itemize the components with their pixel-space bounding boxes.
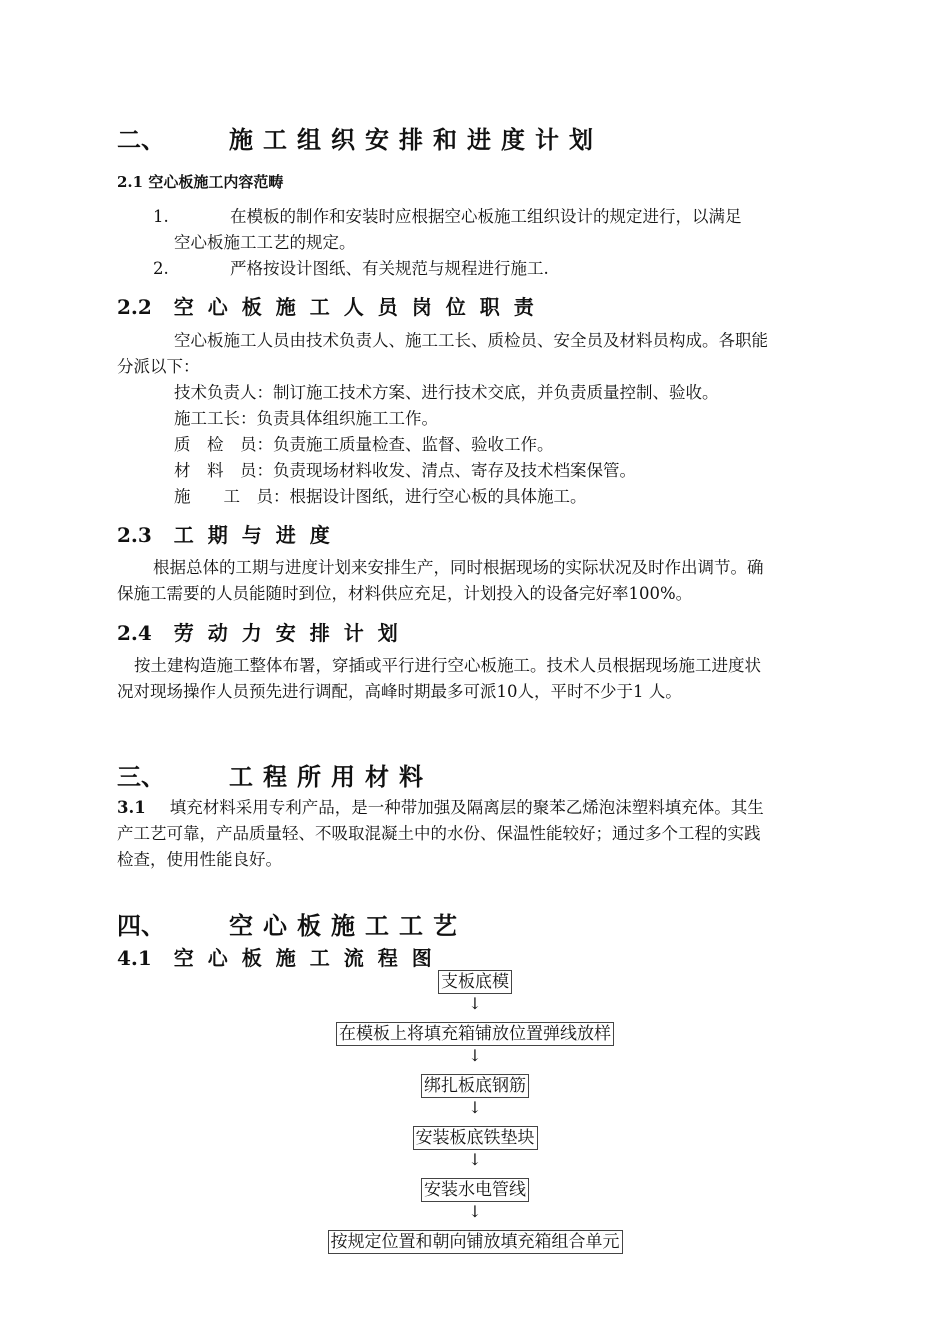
flow-step-4 (0, 1126, 950, 1150)
list-item-1-text-cont: 空心板施工工艺的规定。 (174, 233, 356, 252)
subsection-2-4-heading (117, 617, 412, 646)
section-2-heading (117, 120, 603, 155)
subsection-2-2-heading (117, 291, 548, 320)
flow-step-1 (0, 970, 950, 994)
list-item-2-text: 严格按设计图纸、有关规范与规程进行施工. (230, 259, 549, 278)
flow-box: 安装水电管线 (421, 1178, 529, 1202)
subsection-4-1-heading (117, 942, 446, 971)
flow-box: 支板底模 (438, 970, 512, 994)
flow-arrow-icon: ↓ (468, 994, 482, 1013)
subsection-2-1-title: 2.1 空心板施工内容范畴 (117, 173, 284, 191)
subsection-2-4-number: 2.4 (117, 621, 152, 645)
role-material-clerk: 材 料 员：负责现场材料收发、清点、寄存及技术档案保管。 (174, 461, 636, 480)
flow-arrow-icon: ↓ (468, 1202, 482, 1221)
role-technical-lead: 技术负责人：制订施工技术方案、进行技术交底，并负责质量控制、验收。 (174, 383, 719, 402)
subsection-4-1-number: 4.1 (117, 946, 152, 970)
subsection-3-1-number: 3.1 (117, 798, 146, 817)
materials-paragraph-line-1 (117, 795, 764, 821)
list-item-1-number: 1. (153, 207, 169, 226)
section-4-heading (117, 906, 467, 941)
role-constructor: 施 工 员：根据设计图纸，进行空心板的具体施工。 (174, 487, 587, 506)
subsection-2-2-title: 空心板施工人员岗位职责 (173, 295, 548, 319)
flow-step-2 (0, 1022, 950, 1046)
subsection-2-4-title: 劳动力安排计划 (173, 621, 412, 645)
subsection-2-3-number: 2.3 (117, 523, 152, 547)
flow-arrow-icon: ↓ (468, 1046, 482, 1065)
labor-paragraph-line-1: 按土建构造施工整体布署，穿插或平行进行空心板施工。技术人员根据现场施工进度状 (134, 656, 761, 675)
materials-text-1: 填充材料采用专利产品，是一种带加强及隔离层的聚苯乙烯泡沫塑料填充体。其生 (169, 798, 764, 817)
list-item-2-number: 2. (153, 259, 169, 278)
materials-paragraph-line-2: 产工艺可靠，产品质量轻、不吸取混凝土中的水份、保温性能较好；通过多个工程的实践 (117, 824, 761, 843)
section-4-number: 四、 (117, 911, 165, 940)
subsection-2-3-title: 工期与进度 (173, 523, 344, 547)
flow-box: 安装板底铁垫块 (413, 1126, 538, 1150)
subsection-2-3-heading (117, 519, 344, 548)
flow-step-6 (0, 1230, 950, 1254)
section-2-number: 二、 (117, 125, 165, 154)
flow-box: 绑扎板底钢筋 (421, 1074, 529, 1098)
subsection-4-1-title: 空心板施工流程图 (173, 946, 446, 970)
section-3-number: 三、 (117, 762, 165, 791)
section-3-heading (117, 757, 433, 792)
materials-paragraph-line-3: 检查，使用性能良好。 (117, 850, 282, 869)
schedule-paragraph-line-2: 保施工需要的人员能随时到位，材料供应充足，计划投入的设备完好率100%。 (117, 584, 693, 603)
list-item-1-text: 在模板的制作和安装时应根据空心板施工组织设计的规定进行，以满足 (230, 207, 742, 226)
subsection-2-2-number: 2.2 (117, 295, 152, 319)
section-3-title: 工程所用材料 (229, 762, 433, 791)
schedule-paragraph-line-1: 根据总体的工期与进度计划来安排生产，同时根据现场的实际状况及时作出调节。确 (153, 558, 764, 577)
section-2-title: 施工组织安排和进度计划 (229, 125, 603, 154)
staff-intro-line-1: 空心板施工人员由技术负责人、施工工长、质检员、安全员及材料员构成。各职能 (174, 331, 768, 350)
section-4-title: 空心板施工工艺 (229, 911, 467, 940)
staff-intro-line-2: 分派以下： (117, 357, 200, 376)
flow-box: 按规定位置和朝向铺放填充箱组合单元 (328, 1230, 623, 1254)
flow-arrow-icon: ↓ (468, 1150, 482, 1169)
flow-step-3 (0, 1074, 950, 1098)
flow-arrow-icon: ↓ (468, 1098, 482, 1117)
labor-paragraph-line-2: 况对现场操作人员预先进行调配，高峰时期最多可派10人，平时不少于1 人。 (117, 682, 682, 701)
flow-box: 在模板上将填充箱铺放位置弹线放样 (336, 1022, 614, 1046)
role-quality-inspector: 质 检 员：负责施工质量检查、监督、验收工作。 (174, 435, 554, 454)
role-foreman: 施工工长：负责具体组织施工工作。 (174, 409, 438, 428)
flow-step-5 (0, 1178, 950, 1202)
